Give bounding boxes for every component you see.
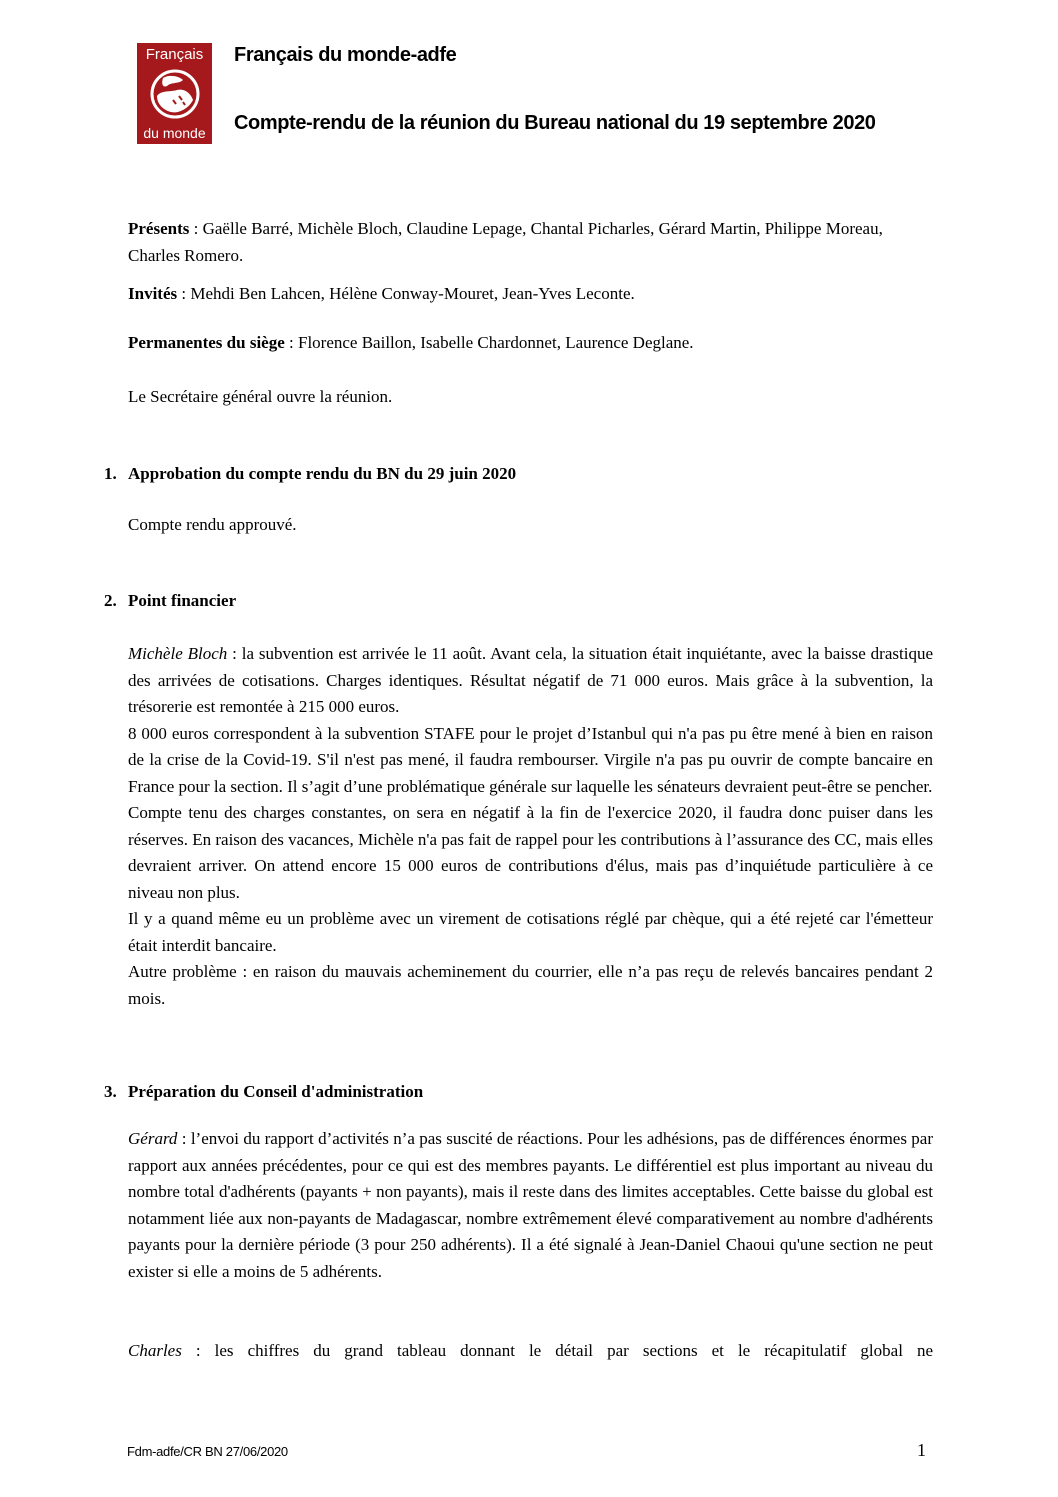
presents-label: Présents [128,219,190,238]
paragraph: Autre problème : en raison du mauvais acheminement du courrier, elle n’a pas reçu de relevés bancaires pendant 2 mois. [128,962,933,1008]
invites-list: : Mehdi Ben Lahcen, Hélène Conway-Mouret, Jean-Yves Leconte. [177,284,635,303]
paragraph: Compte rendu approuvé. [128,515,297,534]
section-heading-3 [104,1082,423,1102]
section-heading-2 [104,591,236,611]
opening-statement [128,384,933,411]
paragraph: Compte tenu des charges constantes, on sera en négatif à la fin de l'exercice 2020, il faudra donc puiser dans les réserves. En raison des vacances, Michèle n'a pas fait de rappel pour les contributions à l’assurance des CC, mais elles devraient arriver. On attend encore 15 000 euros de contributions d'élus, mais pas d’inquiétude particulière à ce niveau non plus. [128,803,933,902]
section-number: 1. [104,464,117,483]
section-title: Préparation du Conseil d'administration [128,1082,424,1101]
document-title: Compte-rendu de la réunion du Bureau national du 19 septembre 2020 [234,112,876,134]
opening-text: Le Secrétaire général ouvre la réunion. [128,387,393,406]
paragraph: : la subvention est arrivée le 11 août. Avant cela, la situation était inquiétante, avec la baisse drastique des arrivées de cotisations. Charges identiques. Résultat négatif de 71 000 euros. Mais grâce à la subvention, la trésorerie est remontée à 215 000 euros. [128,644,933,716]
section-number: 3. [104,1082,117,1101]
footer-reference: Fdm-adfe/CR BN 27/06/2020 [127,1444,288,1459]
speaker-name: Michèle Bloch [128,644,228,663]
paragraph: 8 000 euros correspondent à la subvention STAFE pour le projet d’Istanbul qui n'a pas pu être mené à bien en raison de la crise de la Covid-19. S'il n'est pas mené, il faudra rembourser. Virgile n'a pas pu ouvrir de compte bancaire en France pour la section. Il s’agit d’une problématique générale sur laquelle les sénateurs devraient peut-être se pencher. [128,723,933,796]
organization-name: Français du monde-adfe [234,44,457,66]
permanentes-label: Permanentes du siège [128,333,285,352]
invites-label: Invités [128,284,178,303]
speaker-name: Charles [128,1341,182,1360]
attendance-permanentes [128,330,933,357]
logo-text-top: Français [145,46,204,63]
attendance-presents [128,216,933,269]
section-title: Approbation du compte rendu du BN du 29 juin 2020 [128,464,517,483]
section-3-entry-charles [128,1338,933,1365]
paragraph: : les chiffres du grand tableau donnant le détail par sections et le récapitulatif global ne [181,1341,933,1360]
section-heading-1 [104,464,516,484]
globe-icon [149,66,201,122]
logo-text-bottom: du monde [143,125,206,141]
section-1-body [128,512,933,539]
section-3-entry-gerard [128,1126,933,1285]
section-title: Point financier [128,591,237,610]
speaker-name: Gérard [128,1129,178,1148]
section-2-body [128,641,933,1012]
section-number: 2. [104,591,117,610]
paragraph: : l’envoi du rapport d’activités n’a pas suscité de réactions. Pour les adhésions, pas de différences énormes par rapport aux années précédentes, pour ce qui est des membres payants. Le différentiel est plus important au niveau du nombre total d'adhérents (payants + non payants), mais il reste dans des limites acceptables. Cette baisse du global est notamment liée aux non-payants de Madagascar, nombre extrêmement élevé comparativement au nombre d'adhérents payants pour la dernière période (3 pour 250 adhérents). Il a été signalé à Jean-Daniel Chaoui qu'une section ne peut exister si elle a moins de 5 adhérents. [128,1129,933,1281]
attendance-invites [128,281,933,308]
permanentes-list: : Florence Baillon, Isabelle Chardonnet, Laurence Deglane. [284,333,694,352]
organization-logo [137,43,212,144]
presents-list: : Gaëlle Barré, Michèle Bloch, Claudine Lepage, Chantal Picharles, Gérard Martin, Philippe Moreau, Charles Romero. [128,219,883,265]
page-number: 1 [917,1440,926,1460]
paragraph: Il y a quand même eu un problème avec un virement de cotisations réglé par chèque, qui a été rejeté car l'émetteur était interdit bancaire. [128,909,933,955]
